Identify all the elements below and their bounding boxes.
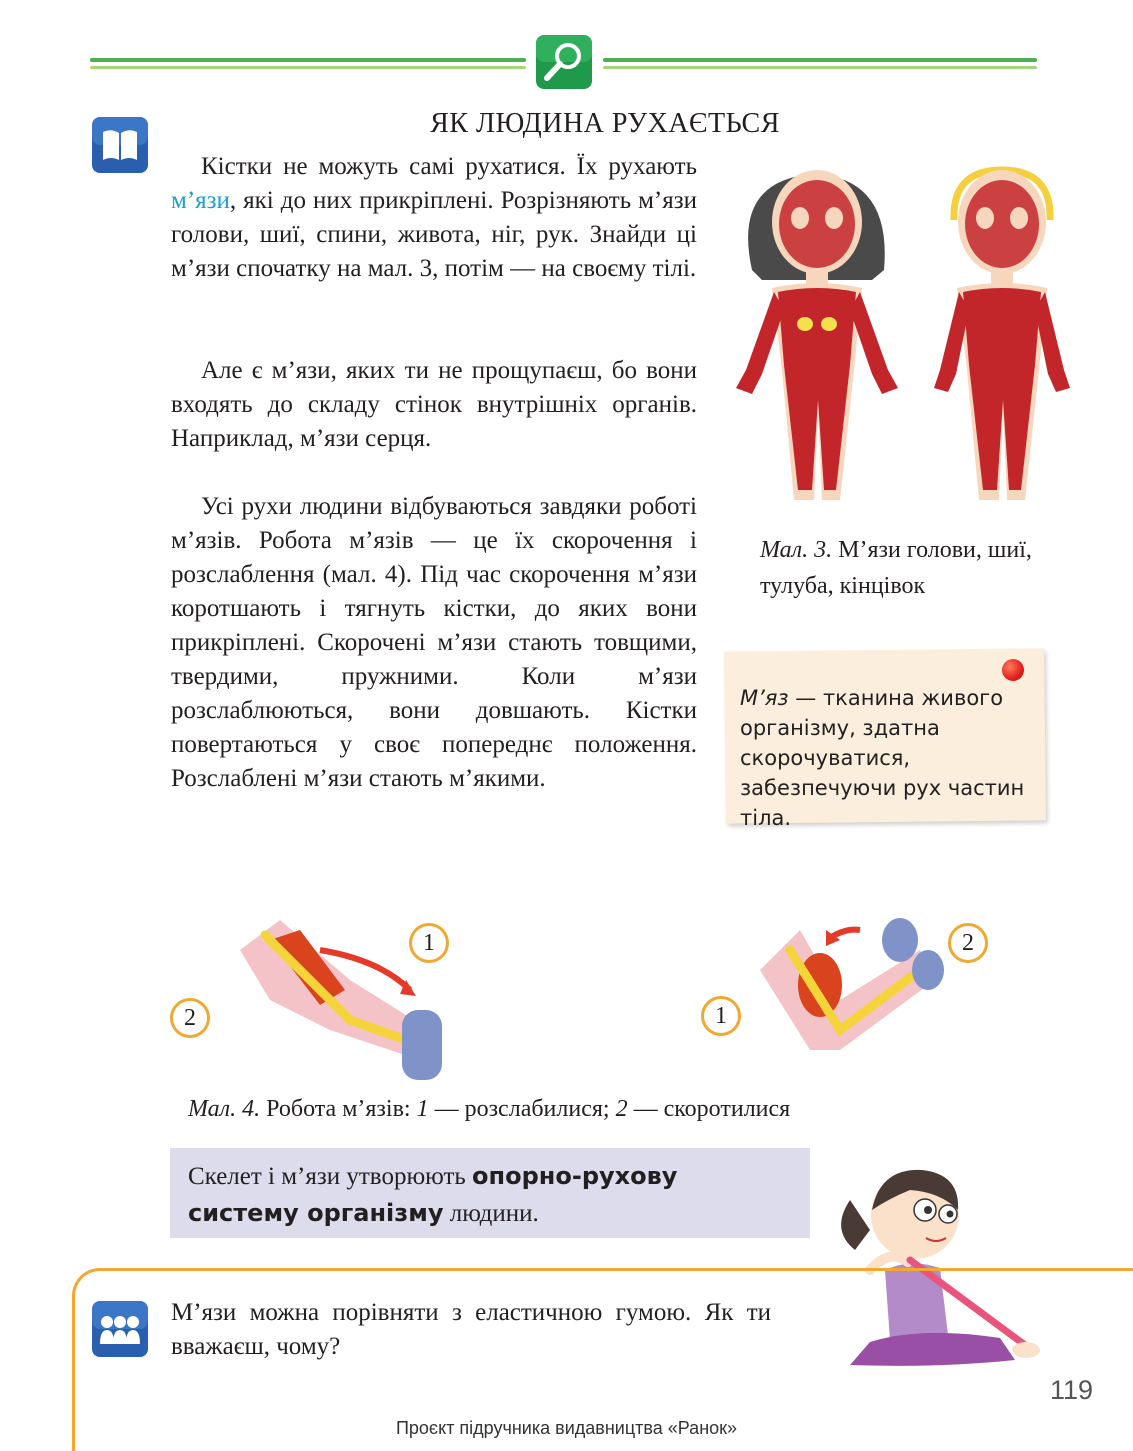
- callout-left-2: 2: [170, 998, 210, 1038]
- magnifier-icon: [535, 34, 593, 90]
- paragraph-3: [171, 490, 697, 796]
- figure-4-text-c: — скоротилися: [627, 1096, 791, 1122]
- figure-4-arm-contracted: [750, 910, 950, 1060]
- figure-4-text-a: Робота м’язів:: [260, 1096, 417, 1122]
- header-rule-left: [90, 58, 526, 62]
- book-icon: [91, 116, 149, 174]
- definition-text: [740, 683, 1035, 833]
- header-rule-right: [603, 58, 1037, 62]
- term-muscles: м’язи: [171, 187, 230, 214]
- page-title: ЯК ЛЮДИНА РУХАЄТЬСЯ: [430, 108, 780, 139]
- callout-right-1: 1: [701, 996, 741, 1036]
- group-discussion-icon: [91, 1300, 149, 1358]
- summary-text-a: Скелет і м’язи утворюють: [188, 1163, 473, 1190]
- figure-3-label: Мал. 3.: [760, 537, 833, 563]
- header-rule-right-light: [603, 66, 1037, 69]
- paragraph-2: [171, 354, 697, 456]
- figure-3-text: М’язи голови, шиї, тулуба, кінцівок: [760, 537, 1032, 599]
- callout-left-1: 1: [409, 923, 449, 963]
- definition-term: М’яз: [740, 686, 789, 710]
- figure-4-caption: [188, 1096, 1088, 1123]
- summary-text-c: людини.: [443, 1200, 539, 1227]
- figure-4-n2: 2: [615, 1096, 628, 1122]
- figure-4-label: Мал. 4.: [188, 1096, 261, 1122]
- summary-text: [188, 1158, 798, 1232]
- paragraph-1-start: Кістки не можуть самі рухатися. Їх рухають: [201, 153, 697, 180]
- summary-bold-1: опорно-рухову: [472, 1162, 678, 1190]
- figure-4-text-b: — розслабилися;: [428, 1096, 616, 1122]
- summary-bold-2: систему організму: [188, 1199, 444, 1227]
- paragraph-1: [171, 150, 697, 286]
- figure-4-n1: 1: [416, 1096, 429, 1122]
- figure-3-caption: [760, 532, 1080, 604]
- page-number: 119: [1050, 1375, 1094, 1405]
- paragraph-3-text: Усі рухи людини відбуваються завдяки роботі м’язів. Робота м’язів — це їх скорочення і розслаблення (мал. 4). Під час скорочення м’язи коротшають і тягнуть кістки, до яких вони прикріплені. Скорочені м’язи стають товщими, твердими, пружними. Коли м’язи розслаблюються, вони довшають. Кістки повертаються у своє попереднє положення. Розслаблені м’язи стають м’якими.: [171, 493, 697, 792]
- paragraph-1-end: , які до них прикріплені. Розрізняють м’язи голови, шиї, спини, живота, ніг, рук. Знайди ці м’язи спочатку на мал. 3, потім — на своєму тілі.: [171, 187, 697, 282]
- pin-icon: [1002, 659, 1024, 681]
- callout-right-2: 2: [948, 923, 988, 963]
- header-rule-left-light: [90, 66, 526, 69]
- discussion-question: М’язи можна порівняти з еластичною гумою. Як ти вважаєш, чому?: [171, 1299, 771, 1360]
- footer-note: Проєкт підручника видавництва «Ранок»: [395, 1418, 738, 1438]
- paragraph-2-text: Але є м’язи, яких ти не прощупаєш, бо вони входять до складу стінок внутрішніх органів. Наприклад, м’язи серця.: [171, 357, 697, 452]
- definition-body: — тканина живого організму, здатна скорочуватися, забезпечуючи рух частин тіла.: [740, 686, 1025, 830]
- figure-3-muscle-bodies: [722, 160, 1092, 520]
